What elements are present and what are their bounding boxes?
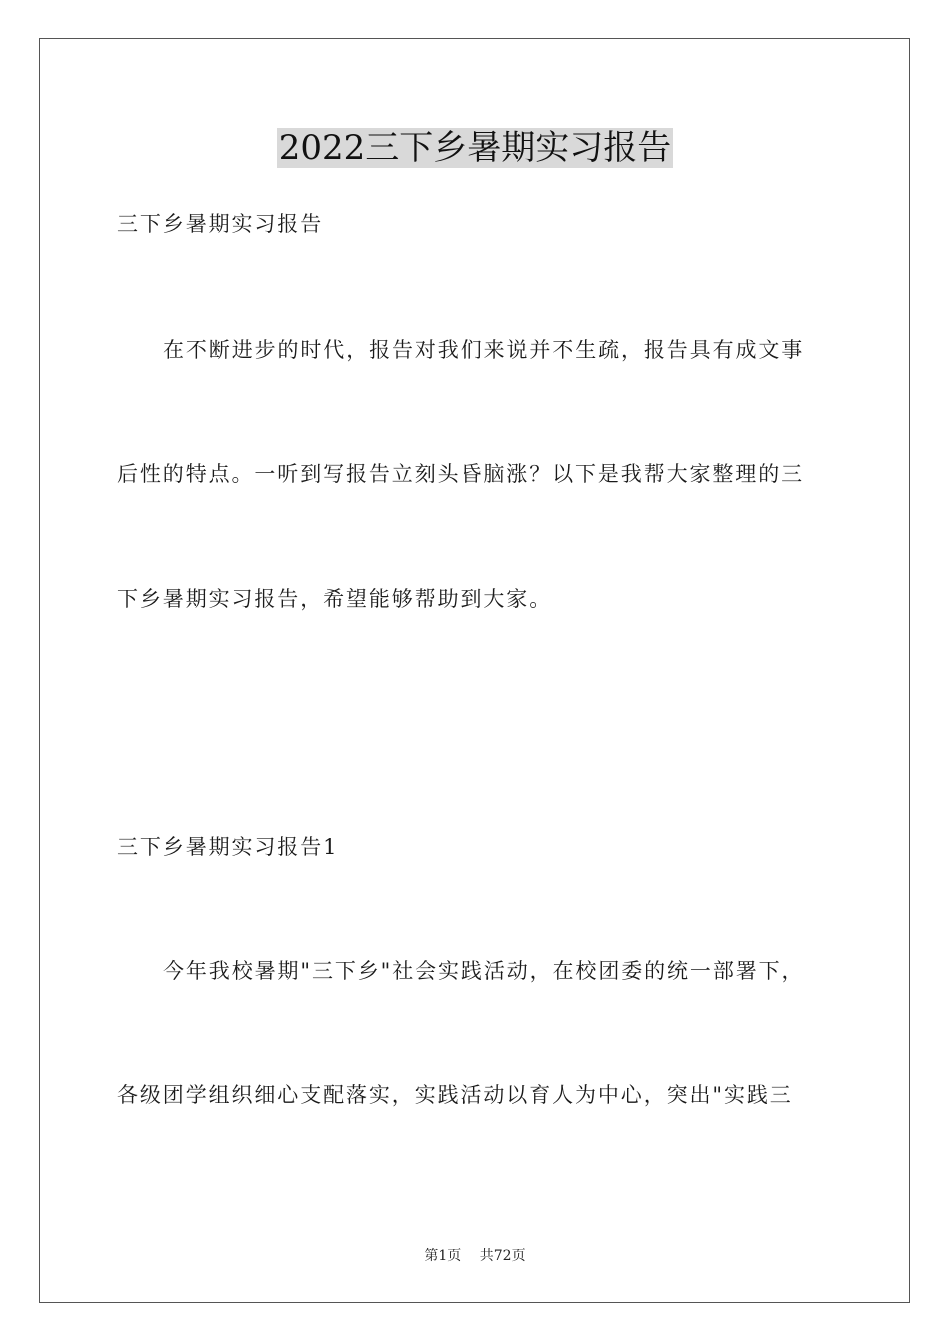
page-footer [0, 1247, 950, 1265]
title-container [0, 128, 950, 168]
total-pages: 共72页 [479, 1248, 526, 1264]
document-title: 2022三下乡暑期实习报告 [278, 128, 672, 168]
section-heading: 三下乡暑期实习报告1 [117, 835, 339, 859]
page-number: 第1页 [424, 1248, 462, 1264]
paragraph-line: 下乡暑期实习报告，希望能够帮助到大家。 [117, 587, 553, 611]
paragraph-line: 各级团学组织细心支配落实，实践活动以育人为中心，突出"实践三 [117, 1083, 793, 1107]
paragraph-line: 今年我校暑期"三下乡"社会实践活动，在校团委的统一部署下， [163, 959, 805, 983]
subtitle-line: 三下乡暑期实习报告 [117, 212, 324, 236]
paragraph-line: 在不断进步的时代，报告对我们来说并不生疏，报告具有成文事 [163, 338, 805, 362]
paragraph-line: 后性的特点。一听到写报告立刻头昏脑涨？以下是我帮大家整理的三 [117, 462, 804, 486]
